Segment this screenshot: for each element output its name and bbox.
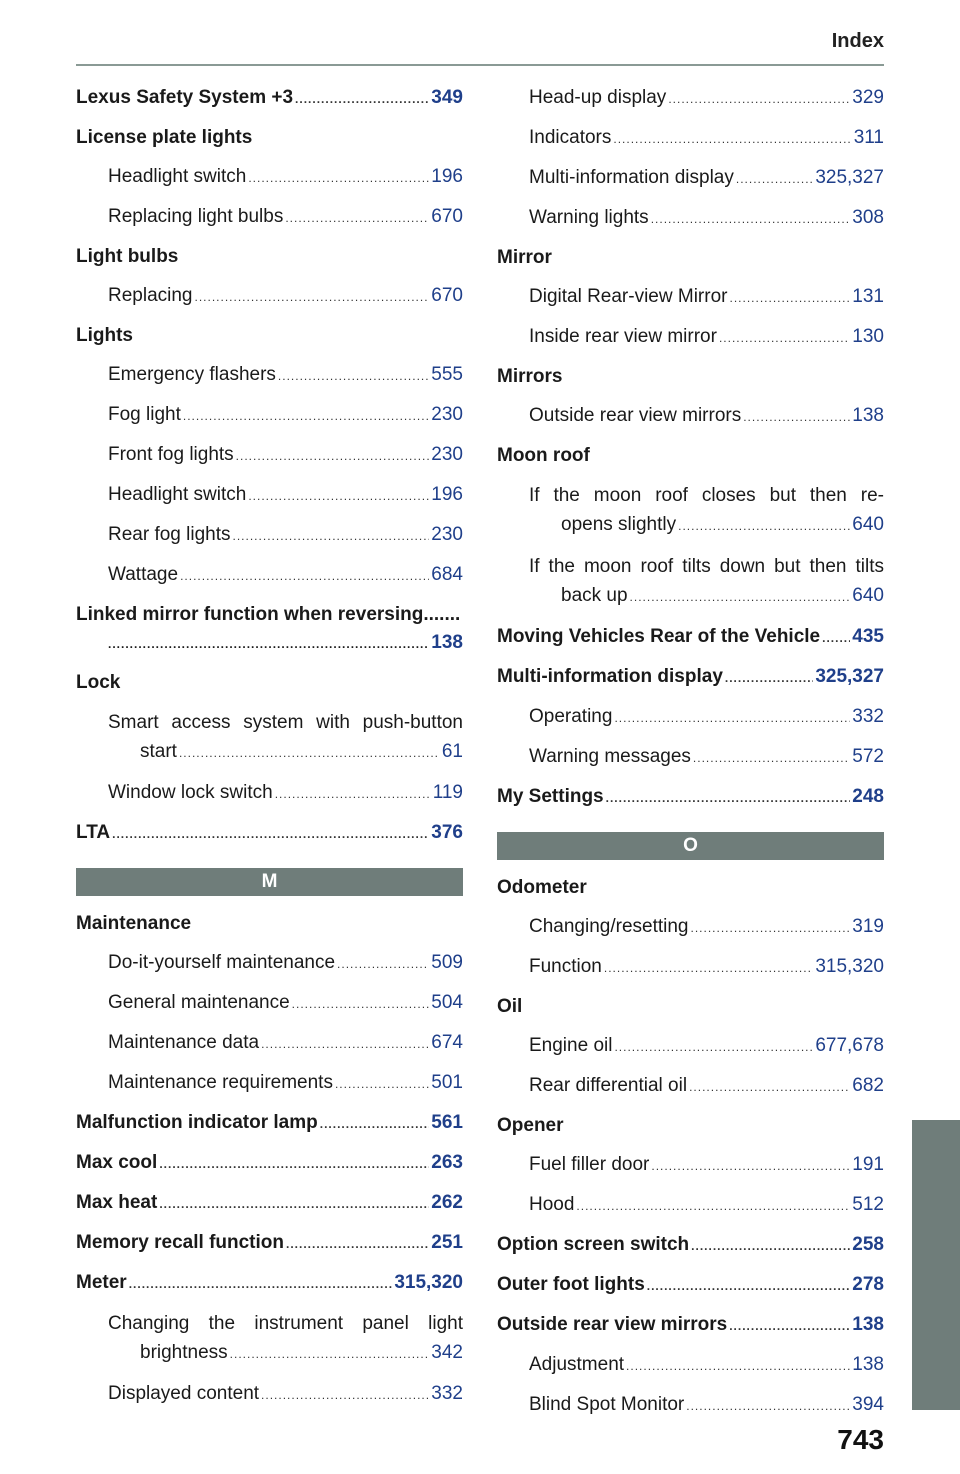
index-subentry — [497, 953, 884, 982]
leader-dots — [626, 1352, 850, 1380]
index-subentry — [497, 84, 884, 113]
index-subentry — [76, 481, 463, 510]
entry-label: Head-up display — [529, 87, 667, 108]
entry-label: Linked mirror function when reversing....... — [76, 604, 461, 625]
index-subentry — [497, 1072, 884, 1101]
page-link[interactable]: 670 — [431, 285, 463, 306]
page-link[interactable]: 512 — [852, 1194, 884, 1215]
page-link[interactable]: 501 — [431, 1072, 463, 1093]
leader-dots — [180, 562, 429, 590]
index-heading: Moon roof — [497, 445, 590, 466]
index-entry — [76, 1149, 463, 1178]
entry-label: Headlight switch — [108, 484, 247, 505]
page-link[interactable]: 682 — [852, 1075, 884, 1096]
leader-dots — [729, 284, 850, 312]
index-subentry — [76, 779, 463, 808]
page-link[interactable]: 230 — [431, 524, 463, 545]
entry-label: Replacing — [108, 285, 193, 306]
leader-dots — [630, 583, 851, 612]
leader-dots — [230, 1340, 430, 1369]
leader-dots — [822, 624, 850, 652]
index-entry — [497, 623, 884, 652]
leader-dots — [278, 362, 429, 390]
page-link[interactable]: 196 — [431, 484, 463, 505]
page-link[interactable]: 130 — [852, 326, 884, 347]
leader-dots — [108, 630, 429, 658]
page-link[interactable]: 315,320 — [815, 956, 884, 977]
page-link[interactable]: 262 — [431, 1192, 463, 1213]
index-heading: Maintenance — [76, 913, 192, 934]
entry-label: Meter — [76, 1272, 127, 1293]
index-subentry-wrapped — [497, 481, 884, 541]
index-heading: Mirror — [497, 247, 552, 268]
leader-dots — [647, 1272, 851, 1300]
index-subentry — [497, 913, 884, 942]
index-subentry — [497, 1351, 884, 1380]
page-link[interactable]: 504 — [431, 992, 463, 1013]
index-subentry — [76, 163, 463, 192]
leader-dots — [678, 512, 850, 541]
entry-label: Wattage — [108, 564, 179, 585]
page-link[interactable]: 191 — [852, 1154, 884, 1175]
leader-dots — [729, 1312, 850, 1340]
leader-dots — [719, 324, 850, 352]
leader-dots — [275, 780, 431, 808]
index-subentry — [497, 1391, 884, 1420]
index-subentry — [76, 361, 463, 390]
entry-label: Fog light — [108, 404, 181, 425]
entry-label: Warning messages — [529, 746, 691, 767]
entry-label: My Settings — [497, 786, 604, 807]
entry-label: Hood — [529, 1194, 575, 1215]
page-link[interactable]: 325,327 — [815, 167, 884, 188]
index-subentry — [76, 989, 463, 1018]
index-subentry — [76, 1069, 463, 1098]
entry-label: Digital Rear-view Mirror — [529, 286, 728, 307]
leader-dots — [233, 522, 430, 550]
leader-dots — [295, 85, 429, 113]
index-entry — [76, 84, 463, 113]
index-heading: Lights — [76, 325, 133, 346]
entry-label: Moving Vehicles Rear of the Vehicle — [497, 626, 821, 647]
index-subentry — [497, 283, 884, 312]
entry-label: Outer foot lights — [497, 1274, 645, 1295]
leader-dots — [668, 85, 850, 113]
index-entry — [76, 1229, 463, 1258]
index-column-right — [497, 84, 884, 1431]
entry-label: Inside rear view mirror — [529, 326, 717, 347]
leader-dots — [285, 204, 429, 232]
page-header-title: Index — [831, 30, 884, 52]
index-entry — [76, 1269, 463, 1298]
leader-dots — [335, 1070, 429, 1098]
entry-label-continued: back up — [561, 585, 628, 606]
index-subentry-wrapped — [76, 708, 463, 768]
entry-label: Multi-information display — [529, 167, 734, 188]
page-link[interactable]: 342 — [431, 1342, 463, 1363]
page-link[interactable]: 561 — [431, 1112, 463, 1133]
index-subentry — [497, 1151, 884, 1180]
entry-label-continued: opens slightly — [561, 514, 677, 535]
page-link[interactable]: 394 — [852, 1394, 884, 1415]
page-link[interactable]: 138 — [431, 632, 463, 653]
entry-label: Multi-information display — [497, 666, 723, 687]
leader-dots — [691, 914, 851, 942]
index-subentry — [497, 204, 884, 233]
page-link[interactable]: 196 — [431, 166, 463, 187]
leader-dots — [183, 402, 429, 430]
index-subentry — [76, 561, 463, 590]
page-link[interactable]: 248 — [852, 786, 884, 807]
index-subentry — [497, 402, 884, 431]
entry-label: Displayed content — [108, 1383, 260, 1404]
index-entry — [76, 1189, 463, 1218]
entry-label: Smart access system with push-button — [108, 712, 463, 733]
index-subentry — [497, 1032, 884, 1061]
entry-label: Lexus Safety System +3 — [76, 87, 294, 108]
leader-dots — [576, 1192, 850, 1220]
leader-dots — [248, 482, 429, 510]
page-link[interactable]: 435 — [852, 626, 884, 647]
leader-dots — [159, 1150, 429, 1178]
index-entry — [76, 1109, 463, 1138]
entry-label: Function — [529, 956, 602, 977]
index-subentry — [76, 282, 463, 311]
entry-label: Memory recall function — [76, 1232, 284, 1253]
leader-dots — [743, 403, 850, 431]
leader-dots — [112, 820, 429, 848]
leader-dots — [689, 1073, 850, 1101]
page-link[interactable]: 138 — [852, 1314, 884, 1335]
entry-label: Warning lights — [529, 207, 649, 228]
index-subentry — [76, 521, 463, 550]
page-number: 743 — [837, 1424, 884, 1455]
leader-dots — [614, 1033, 813, 1061]
entry-label: Front fog lights — [108, 444, 234, 465]
entry-label: Adjustment — [529, 1354, 625, 1375]
leader-dots — [261, 1381, 429, 1409]
page-link[interactable]: 138 — [852, 405, 884, 426]
leader-dots — [292, 990, 430, 1018]
entry-label: Fuel filler door — [529, 1154, 650, 1175]
entry-label: Emergency flashers — [108, 364, 276, 385]
chapter-side-tab — [912, 1120, 960, 1410]
entry-label: Max cool — [76, 1152, 158, 1173]
index-subentry-wrapped — [76, 1309, 463, 1369]
index-heading: License plate lights — [76, 127, 253, 148]
page-link[interactable]: 329 — [852, 87, 884, 108]
leader-dots — [606, 784, 851, 812]
index-heading: Mirrors — [497, 366, 563, 387]
entry-label: If the moon roof closes but then re- — [529, 485, 884, 506]
entry-label: If the moon roof tilts down but then tilts — [529, 556, 884, 577]
leader-dots — [320, 1110, 430, 1138]
entry-label: Outside rear view mirrors — [529, 405, 742, 426]
leader-dots — [614, 704, 850, 732]
index-heading: Odometer — [497, 877, 587, 898]
leader-dots — [179, 739, 440, 768]
page-link[interactable]: 674 — [431, 1032, 463, 1053]
page-link[interactable]: 308 — [852, 207, 884, 228]
leader-dots — [286, 1230, 429, 1258]
entry-label: LTA — [76, 822, 111, 843]
leader-dots — [691, 1232, 850, 1260]
index-entry — [76, 819, 463, 848]
index-heading: Oil — [497, 996, 523, 1017]
page-link[interactable]: 670 — [431, 206, 463, 227]
page-link[interactable]: 119 — [432, 782, 463, 803]
index-entry — [497, 783, 884, 812]
page-link[interactable]: 555 — [431, 364, 463, 385]
leader-dots — [651, 1152, 850, 1180]
page-link[interactable]: 138 — [852, 1354, 884, 1375]
entry-label: Malfunction indicator lamp — [76, 1112, 318, 1133]
page-link[interactable]: 258 — [852, 1234, 884, 1255]
index-subentry — [76, 203, 463, 232]
page-link[interactable]: 509 — [431, 952, 463, 973]
index-subentry — [497, 164, 884, 193]
leader-dots — [604, 954, 813, 982]
page-link[interactable]: 325,327 — [815, 666, 884, 687]
leader-dots — [129, 1270, 393, 1298]
index-subentry — [497, 323, 884, 352]
page-link[interactable]: 61 — [441, 741, 463, 762]
index-subentry — [497, 124, 884, 153]
leader-dots — [613, 125, 851, 153]
entry-label: Engine oil — [529, 1035, 613, 1056]
entry-label: Max heat — [76, 1192, 158, 1213]
page-link[interactable]: 332 — [431, 1383, 463, 1404]
index-entry — [497, 1231, 884, 1260]
index-entry — [497, 663, 884, 692]
page-link[interactable]: 572 — [852, 746, 884, 767]
entry-label: Rear differential oil — [529, 1075, 688, 1096]
index-entry-wrapped — [76, 601, 463, 658]
entry-label: Changing/resetting — [529, 916, 689, 937]
entry-label-continued: start — [140, 741, 177, 762]
page-link[interactable]: 278 — [852, 1274, 884, 1295]
section-header-m: M — [76, 868, 463, 896]
index-subentry — [76, 949, 463, 978]
entry-label: Maintenance requirements — [108, 1072, 333, 1093]
index-heading: Light bulbs — [76, 246, 179, 267]
index-heading: Opener — [497, 1115, 564, 1136]
leader-dots — [337, 950, 429, 978]
index-subentry — [76, 1029, 463, 1058]
page-link[interactable]: 230 — [431, 404, 463, 425]
page-link[interactable]: 332 — [852, 706, 884, 727]
page-link[interactable]: 684 — [431, 564, 463, 585]
leader-dots — [261, 1030, 429, 1058]
entry-label: Rear fog lights — [108, 524, 231, 545]
page-link[interactable]: 319 — [852, 916, 884, 937]
index-subentry — [497, 743, 884, 772]
index-subentry — [497, 1191, 884, 1220]
entry-label: Option screen switch — [497, 1234, 690, 1255]
entry-label: Maintenance data — [108, 1032, 260, 1053]
entry-label: Replacing light bulbs — [108, 206, 284, 227]
leader-dots — [686, 1392, 850, 1420]
index-subentry — [76, 441, 463, 470]
header-divider — [76, 64, 884, 66]
index-heading: Lock — [76, 672, 121, 693]
index-entry — [497, 1271, 884, 1300]
index-column-left — [76, 84, 463, 1420]
entry-label: Changing the instrument panel light — [108, 1313, 463, 1334]
leader-dots — [725, 664, 813, 692]
entry-label: Headlight switch — [108, 166, 247, 187]
entry-label: Outside rear view mirrors — [497, 1314, 728, 1335]
page-link[interactable]: 230 — [431, 444, 463, 465]
page-link[interactable]: 251 — [431, 1232, 463, 1253]
page-link[interactable]: 376 — [431, 822, 463, 843]
entry-label: Window lock switch — [108, 782, 273, 803]
page-link[interactable]: 315,320 — [394, 1272, 463, 1293]
leader-dots — [651, 205, 851, 233]
page-link[interactable]: 349 — [431, 87, 463, 108]
entry-label: Indicators — [529, 127, 612, 148]
entry-label: General maintenance — [108, 992, 290, 1013]
leader-dots — [236, 442, 430, 470]
page-link[interactable]: 640 — [852, 514, 884, 535]
leader-dots — [195, 283, 430, 311]
leader-dots — [248, 164, 429, 192]
page-link[interactable]: 677,678 — [815, 1035, 884, 1056]
section-header-o: O — [497, 832, 884, 860]
index-subentry — [76, 401, 463, 430]
page-link[interactable]: 263 — [431, 1152, 463, 1173]
leader-dots — [693, 744, 850, 772]
index-subentry — [497, 703, 884, 732]
entry-label-continued: brightness — [140, 1342, 228, 1363]
page-link[interactable]: 131 — [852, 286, 884, 307]
page-link[interactable]: 311 — [853, 127, 884, 148]
entry-label: Blind Spot Monitor — [529, 1394, 685, 1415]
leader-dots — [159, 1190, 429, 1218]
page-link[interactable]: 640 — [852, 585, 884, 606]
index-entry — [497, 1311, 884, 1340]
index-subentry-wrapped — [497, 552, 884, 612]
index-subentry — [76, 1380, 463, 1409]
entry-label: Operating — [529, 706, 613, 727]
leader-dots — [736, 165, 813, 193]
entry-label: Do-it-yourself maintenance — [108, 952, 336, 973]
